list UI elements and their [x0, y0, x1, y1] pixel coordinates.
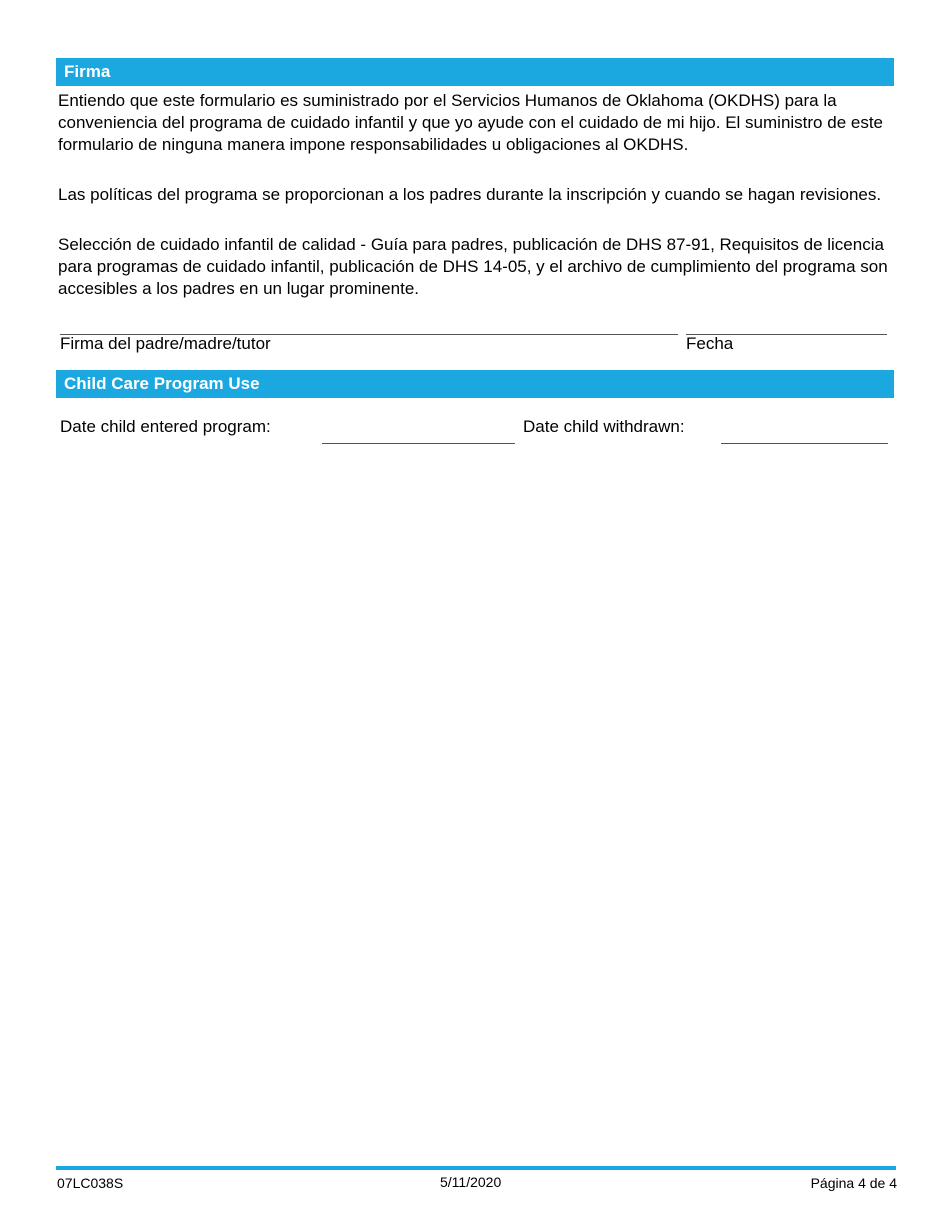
footer-rule	[56, 1166, 896, 1170]
date-withdrawn-field[interactable]	[721, 443, 888, 444]
consent-paragraph: Entiendo que este formulario es suministrado por el Servicios Humanos de Oklahoma (OKDHS) para la conveniencia del programa de cuidado infantil y que yo ayude con el cuidado de mi hijo. El suministro de este formulario de ninguna manera impone responsabilidades u obligaciones al OKDHS.	[58, 91, 883, 154]
signature-label: Firma del padre/madre/tutor	[60, 334, 271, 353]
program-use-section-header: Child Care Program Use	[56, 370, 894, 398]
firma-section-header: Firma	[56, 58, 894, 86]
policies-paragraph: Las políticas del programa se proporcionan a los padres durante la inscripción y cuando se hagan revisiones.	[58, 185, 882, 204]
resources-paragraph: Selección de cuidado infantil de calidad - Guía para padres, publicación de DHS 87-91, Requisitos de licencia para programas de cuidado infantil, publicación de DHS 14-05, y el archivo de cumplimiento del programa son accesibles a los padres en un lugar prominente.	[58, 235, 888, 298]
date-entered-field[interactable]	[322, 443, 515, 444]
date-withdrawn-label: Date child withdrawn:	[523, 417, 685, 436]
date-entered-label: Date child entered program:	[60, 417, 271, 436]
form-number: 07LC038S	[57, 1175, 124, 1191]
revision-date: 5/11/2020	[440, 1174, 502, 1190]
page-number: Página 4 de 4	[810, 1175, 897, 1191]
signature-date-label: Fecha	[686, 334, 734, 353]
